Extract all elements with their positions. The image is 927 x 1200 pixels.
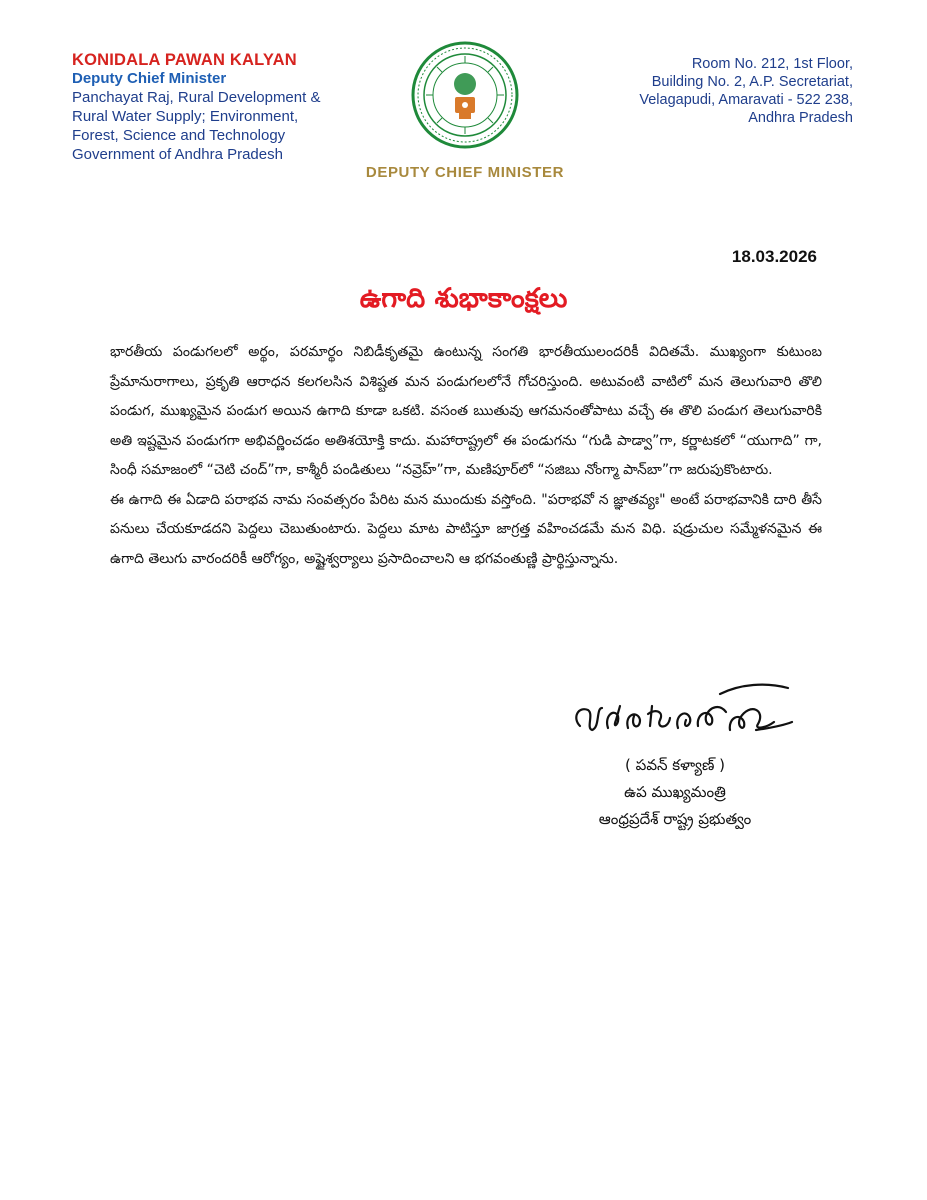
- sender-name: KONIDALA PAWAN KALYAN: [72, 51, 297, 69]
- department-line: Government of Andhra Pradesh: [72, 146, 283, 163]
- department-line: Panchayat Raj, Rural Development &: [72, 89, 321, 106]
- signatory-name: ( పవన్ కళ్యాణ్ ): [625, 756, 725, 774]
- letter-date: 18.03.2026: [731, 247, 817, 266]
- signatory-government: ఆంధ్రప్రదేశ్ రాష్ట్ర ప్రభుత్వం: [598, 810, 752, 828]
- body-paragraph: భారతీయ పండుగలలో అర్థం, పరమార్థం నిబిడీకృతమై ఉంటున్న సంగతి భారతీయులందరికీ విదితమే. ముఖ్యంగా కుటుంబ ప్రేమానురాగాలు, ప్రకృతి ఆరాధన కలగలసిన విశిష్టత మన పండుగలలోనే గోచరిస్తుంది. అటువంటి వాటిలో మన తెలుగువారి తొలి పండుగ, ముఖ్యమైన పండుగ అయిన ఉగాది కూడా ఒకటి. వసంత ఋతువు ఆగమనంతోపాటు వచ్చే ఈ తొలి పండుగ తెలుగువారికి అతి ఇష్టమైన పండుగగా అభివర్ణించడం అతిశయోక్తి కాదు. మహారాష్ట్రలో ఈ పండుగను “గుడి పాడ్వా”గా, కర్ణాటకలో “యుగాది” గా, సింధీ సమాజంలో “చెటి చంద్”గా, కాశ్మీరీ పండితులు “నవ్రెహ్”గా, మణిపూర్‌లో “సజిబు నోంగ్మా పాన్‌బా”గా జరుపుకొంటారు.: [110, 344, 822, 478]
- address-line: Andhra Pradesh: [748, 110, 853, 126]
- signature-block: [560, 752, 790, 833]
- address-line: Room No. 212, 1st Floor,: [691, 56, 853, 72]
- address-line: Velagapudi, Amaravati - 522 238,: [639, 92, 853, 108]
- address-block: [553, 55, 853, 127]
- letter-title: ఉగాది శుభాకాంక్షలు: [359, 283, 568, 314]
- body-paragraph: ఈ ఉగాది ఈ ఏడాది పరాభవ నామ సంవత్సరం పేరిట మన ముందుకు వస్తోంది. "పరాభవో న జ్ఞాతవ్యః" అంటే పరాభవానికి దారి తీసే పనులు చేయకూడదని పెద్దలు చెబుతుంటారు. పెద్దలు మాట పాటిస్తూ జాగ్రత్త వహించడమే మన విధి. షడ్రుచుల సమ్మేళనమైన ఈ ఉగాది తెలుగు వారందరికీ ఆరోగ్యం, అష్టైశ్వర్యాలు ప్రసాదించాలని ఆ భగవంతుణ్ణి ప్రార్థిస్తున్నాను.: [110, 491, 822, 567]
- signatory-designation: ఉప ముఖ్యమంత్రి: [624, 783, 726, 801]
- emblem-caption: DEPUTY CHIEF MINISTER: [365, 164, 565, 181]
- sender-title: Deputy Chief Minister: [72, 70, 227, 87]
- ap-state-emblem-icon: [410, 40, 520, 150]
- letter-body: [110, 338, 822, 574]
- department-line: Forest, Science and Technology: [72, 127, 286, 144]
- sender-block: [72, 50, 372, 164]
- department-line: Rural Water Supply; Environment,: [72, 108, 299, 125]
- address-line: Building No. 2, A.P. Secretariat,: [651, 74, 853, 90]
- handwritten-signature-icon: [560, 668, 800, 748]
